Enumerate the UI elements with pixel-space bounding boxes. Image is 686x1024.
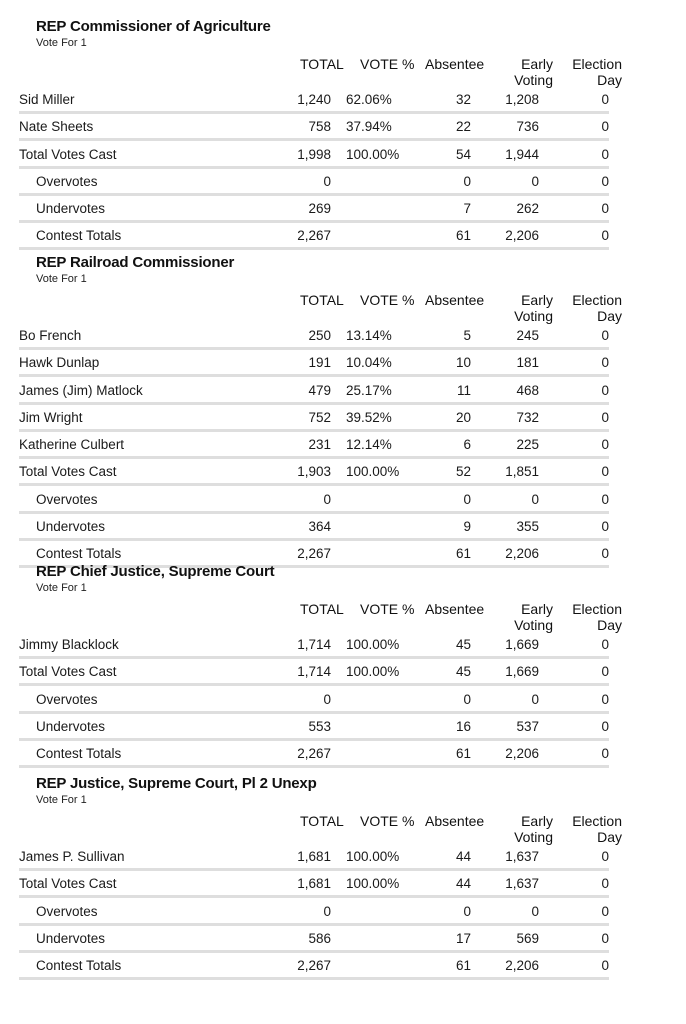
contest-title: REP Commissioner of Agriculture xyxy=(36,18,271,35)
cell-absentee: 16 xyxy=(455,718,471,734)
cell-election-day: 0 xyxy=(601,201,609,217)
cell-total: 0 xyxy=(323,491,331,507)
cell-absentee: 45 xyxy=(455,664,471,680)
row-label: Total Votes Cast xyxy=(19,664,117,680)
table-row xyxy=(19,635,609,659)
cell-election-day: 0 xyxy=(601,718,609,734)
cell-total: 1,681 xyxy=(297,849,331,864)
table-row xyxy=(19,226,609,250)
column-header-eday-line2: Day xyxy=(597,72,622,88)
cell-early-voting: 0 xyxy=(531,173,539,189)
column-header-vote-pct: VOTE % xyxy=(360,601,415,617)
row-label: Nate Sheets xyxy=(19,119,94,135)
column-header-eday-line2: Day xyxy=(597,829,622,845)
table-row xyxy=(19,145,609,169)
cell-absentee: 5 xyxy=(463,328,471,343)
cell-total: 0 xyxy=(323,903,331,919)
row-label: Total Votes Cast xyxy=(19,146,117,162)
cell-absentee: 0 xyxy=(463,491,471,507)
cell-early-voting: 732 xyxy=(516,409,539,425)
table-row xyxy=(19,902,609,926)
cell-total: 231 xyxy=(308,437,331,453)
contest-title: REP Chief Justice, Supreme Court xyxy=(36,563,275,580)
cell-absentee: 52 xyxy=(455,464,471,480)
cell-absentee: 9 xyxy=(463,519,471,535)
cell-early-voting: 225 xyxy=(516,437,539,453)
row-label: Contest Totals xyxy=(36,546,122,562)
cell-election-day: 0 xyxy=(601,119,609,135)
cell-election-day: 0 xyxy=(601,876,609,892)
column-header-early-voting xyxy=(505,813,553,845)
column-header-early-line2: Voting xyxy=(514,617,553,633)
column-header-early-line2: Voting xyxy=(514,308,553,324)
column-header-election-day xyxy=(570,56,622,88)
row-label: Hawk Dunlap xyxy=(19,355,100,371)
cell-absentee: 22 xyxy=(455,119,471,135)
cell-absentee: 45 xyxy=(455,637,471,652)
cell-early-voting: 1,208 xyxy=(505,92,539,107)
cell-election-day: 0 xyxy=(601,355,609,371)
cell-early-voting: 569 xyxy=(516,930,539,946)
column-header-total: TOTAL xyxy=(300,601,344,617)
table-row xyxy=(19,929,609,953)
cell-early-voting: 1,637 xyxy=(505,876,539,892)
table-row xyxy=(19,662,609,686)
column-header-total: TOTAL xyxy=(300,56,344,72)
row-label: Contest Totals xyxy=(36,958,122,974)
cell-early-voting: 2,206 xyxy=(505,958,539,974)
cell-election-day: 0 xyxy=(601,930,609,946)
cell-vote-pct: 62.06% xyxy=(346,92,392,107)
cell-election-day: 0 xyxy=(601,437,609,453)
column-header-early-voting xyxy=(505,601,553,633)
cell-early-voting: 0 xyxy=(531,691,539,707)
cell-election-day: 0 xyxy=(601,92,609,107)
cell-absentee: 17 xyxy=(455,930,471,946)
cell-vote-pct: 10.04% xyxy=(346,355,392,371)
row-label: Overvotes xyxy=(36,173,98,189)
row-label: Overvotes xyxy=(36,491,98,507)
cell-election-day: 0 xyxy=(601,328,609,343)
cell-absentee: 61 xyxy=(455,546,471,562)
row-label: Katherine Culbert xyxy=(19,437,125,453)
row-label: Jimmy Blacklock xyxy=(19,637,119,652)
cell-absentee: 10 xyxy=(455,355,471,371)
cell-absentee: 0 xyxy=(463,691,471,707)
cell-total: 2,267 xyxy=(297,958,331,974)
cell-vote-pct: 100.00% xyxy=(346,849,400,864)
column-header-early-line2: Voting xyxy=(514,829,553,845)
row-label: Overvotes xyxy=(36,903,98,919)
cell-election-day: 0 xyxy=(601,664,609,680)
cell-early-voting: 355 xyxy=(516,519,539,535)
cell-absentee: 32 xyxy=(455,92,471,107)
column-header-election-day xyxy=(570,601,622,633)
column-header-vote-pct: VOTE % xyxy=(360,292,415,308)
row-label: James (Jim) Matlock xyxy=(19,382,143,398)
cell-total: 0 xyxy=(323,173,331,189)
table-row xyxy=(19,353,609,377)
column-header-eday-line1: Election xyxy=(572,56,622,72)
column-header-early-voting xyxy=(505,292,553,324)
column-header-absentee: Absentee xyxy=(425,601,485,617)
column-header-election-day xyxy=(570,813,622,845)
column-header-election-day xyxy=(570,292,622,324)
row-label: Undervotes xyxy=(36,519,106,535)
cell-election-day: 0 xyxy=(601,903,609,919)
table-row xyxy=(19,462,609,486)
cell-early-voting: 0 xyxy=(531,903,539,919)
cell-total: 364 xyxy=(308,519,331,535)
column-header-eday-line2: Day xyxy=(597,617,622,633)
cell-total: 553 xyxy=(308,718,331,734)
cell-total: 586 xyxy=(308,930,331,946)
row-label: Contest Totals xyxy=(36,228,122,244)
cell-total: 2,267 xyxy=(297,746,331,762)
results-table xyxy=(19,635,609,771)
table-row xyxy=(19,517,609,541)
cell-total: 758 xyxy=(308,119,331,135)
cell-election-day: 0 xyxy=(601,464,609,480)
cell-absentee: 44 xyxy=(455,876,471,892)
row-label: Overvotes xyxy=(36,691,98,707)
table-row xyxy=(19,490,609,514)
cell-absentee: 44 xyxy=(455,849,471,864)
cell-total: 0 xyxy=(323,691,331,707)
vote-for-label: Vote For 1 xyxy=(36,794,87,806)
cell-early-voting: 1,669 xyxy=(505,637,539,652)
vote-for-label: Vote For 1 xyxy=(36,582,87,594)
cell-early-voting: 1,637 xyxy=(505,849,539,864)
column-header-vote-pct: VOTE % xyxy=(360,56,415,72)
table-row xyxy=(19,381,609,405)
cell-election-day: 0 xyxy=(601,228,609,244)
cell-early-voting: 245 xyxy=(516,328,539,343)
cell-early-voting: 2,206 xyxy=(505,746,539,762)
column-header-eday-line1: Election xyxy=(572,601,622,617)
column-header-absentee: Absentee xyxy=(425,56,485,72)
cell-vote-pct: 39.52% xyxy=(346,409,392,425)
table-row xyxy=(19,199,609,223)
cell-election-day: 0 xyxy=(601,173,609,189)
cell-early-voting: 1,851 xyxy=(505,464,539,480)
column-header-eday-line1: Election xyxy=(572,292,622,308)
cell-election-day: 0 xyxy=(601,382,609,398)
cell-vote-pct: 100.00% xyxy=(346,146,400,162)
cell-election-day: 0 xyxy=(601,746,609,762)
cell-vote-pct: 100.00% xyxy=(346,876,400,892)
cell-total: 250 xyxy=(308,328,331,343)
row-label: Undervotes xyxy=(36,930,106,946)
cell-election-day: 0 xyxy=(601,146,609,162)
cell-early-voting: 181 xyxy=(516,355,539,371)
cell-total: 2,267 xyxy=(297,228,331,244)
cell-total: 1,681 xyxy=(297,876,331,892)
table-row xyxy=(19,435,609,459)
cell-absentee: 0 xyxy=(463,173,471,189)
vote-for-label: Vote For 1 xyxy=(36,37,87,49)
cell-election-day: 0 xyxy=(601,409,609,425)
cell-total: 479 xyxy=(308,382,331,398)
column-header-early-line1: Early xyxy=(521,56,553,72)
column-header-eday-line2: Day xyxy=(597,308,622,324)
column-header-total: TOTAL xyxy=(300,813,344,829)
column-header-early-voting xyxy=(505,56,553,88)
results-table xyxy=(19,326,609,572)
table-row xyxy=(19,744,609,768)
cell-total: 1,714 xyxy=(297,637,331,652)
cell-total: 1,903 xyxy=(297,464,331,480)
table-row xyxy=(19,690,609,714)
cell-vote-pct: 25.17% xyxy=(346,382,392,398)
cell-early-voting: 0 xyxy=(531,491,539,507)
cell-vote-pct: 100.00% xyxy=(346,637,400,652)
column-header-vote-pct: VOTE % xyxy=(360,813,415,829)
cell-election-day: 0 xyxy=(601,491,609,507)
cell-absentee: 7 xyxy=(463,201,471,217)
cell-early-voting: 2,206 xyxy=(505,546,539,562)
cell-absentee: 61 xyxy=(455,746,471,762)
cell-election-day: 0 xyxy=(601,691,609,707)
cell-total: 2,267 xyxy=(297,546,331,562)
table-row xyxy=(19,717,609,741)
cell-election-day: 0 xyxy=(601,849,609,864)
cell-election-day: 0 xyxy=(601,637,609,652)
cell-total: 1,998 xyxy=(297,146,331,162)
cell-absentee: 6 xyxy=(463,437,471,453)
table-row xyxy=(19,874,609,898)
results-table xyxy=(19,90,609,254)
column-header-absentee: Absentee xyxy=(425,292,485,308)
cell-early-voting: 1,944 xyxy=(505,146,539,162)
contest-title: REP Railroad Commissioner xyxy=(36,254,235,271)
row-label: Sid Miller xyxy=(19,92,75,107)
cell-early-voting: 2,206 xyxy=(505,228,539,244)
cell-election-day: 0 xyxy=(601,546,609,562)
table-row xyxy=(19,172,609,196)
cell-vote-pct: 13.14% xyxy=(346,328,392,343)
cell-absentee: 11 xyxy=(456,382,471,398)
cell-election-day: 0 xyxy=(601,958,609,974)
cell-total: 191 xyxy=(308,355,331,371)
column-header-early-line1: Early xyxy=(521,813,553,829)
table-row xyxy=(19,117,609,141)
row-label: James P. Sullivan xyxy=(19,849,125,864)
cell-absentee: 20 xyxy=(455,409,471,425)
cell-total: 269 xyxy=(308,201,331,217)
cell-absentee: 0 xyxy=(463,903,471,919)
cell-vote-pct: 100.00% xyxy=(346,464,400,480)
row-label: Jim Wright xyxy=(19,409,83,425)
column-header-absentee: Absentee xyxy=(425,813,485,829)
row-label: Bo French xyxy=(19,328,82,343)
row-label: Contest Totals xyxy=(36,746,122,762)
cell-absentee: 54 xyxy=(455,146,471,162)
contest-title: REP Justice, Supreme Court, Pl 2 Unexp xyxy=(36,775,317,792)
table-row xyxy=(19,326,609,350)
cell-early-voting: 736 xyxy=(516,119,539,135)
row-label: Total Votes Cast xyxy=(19,876,117,892)
row-label: Undervotes xyxy=(36,201,106,217)
cell-total: 1,714 xyxy=(297,664,331,680)
cell-early-voting: 537 xyxy=(516,718,539,734)
cell-early-voting: 262 xyxy=(516,201,539,217)
vote-for-label: Vote For 1 xyxy=(36,273,87,285)
cell-early-voting: 1,669 xyxy=(505,664,539,680)
cell-total: 1,240 xyxy=(297,92,331,107)
table-row xyxy=(19,408,609,432)
row-label: Undervotes xyxy=(36,718,106,734)
column-header-total: TOTAL xyxy=(300,292,344,308)
table-row xyxy=(19,90,609,114)
cell-early-voting: 468 xyxy=(516,382,539,398)
cell-vote-pct: 37.94% xyxy=(346,119,392,135)
row-label: Total Votes Cast xyxy=(19,464,117,480)
column-header-early-line2: Voting xyxy=(514,72,553,88)
cell-election-day: 0 xyxy=(601,519,609,535)
table-row xyxy=(19,956,609,980)
cell-absentee: 61 xyxy=(455,228,471,244)
column-header-eday-line1: Election xyxy=(572,813,622,829)
cell-total: 752 xyxy=(308,409,331,425)
column-header-early-line1: Early xyxy=(521,292,553,308)
results-table xyxy=(19,847,609,983)
cell-absentee: 61 xyxy=(455,958,471,974)
cell-vote-pct: 12.14% xyxy=(346,437,392,453)
cell-vote-pct: 100.00% xyxy=(346,664,400,680)
column-header-early-line1: Early xyxy=(521,601,553,617)
table-row xyxy=(19,847,609,871)
